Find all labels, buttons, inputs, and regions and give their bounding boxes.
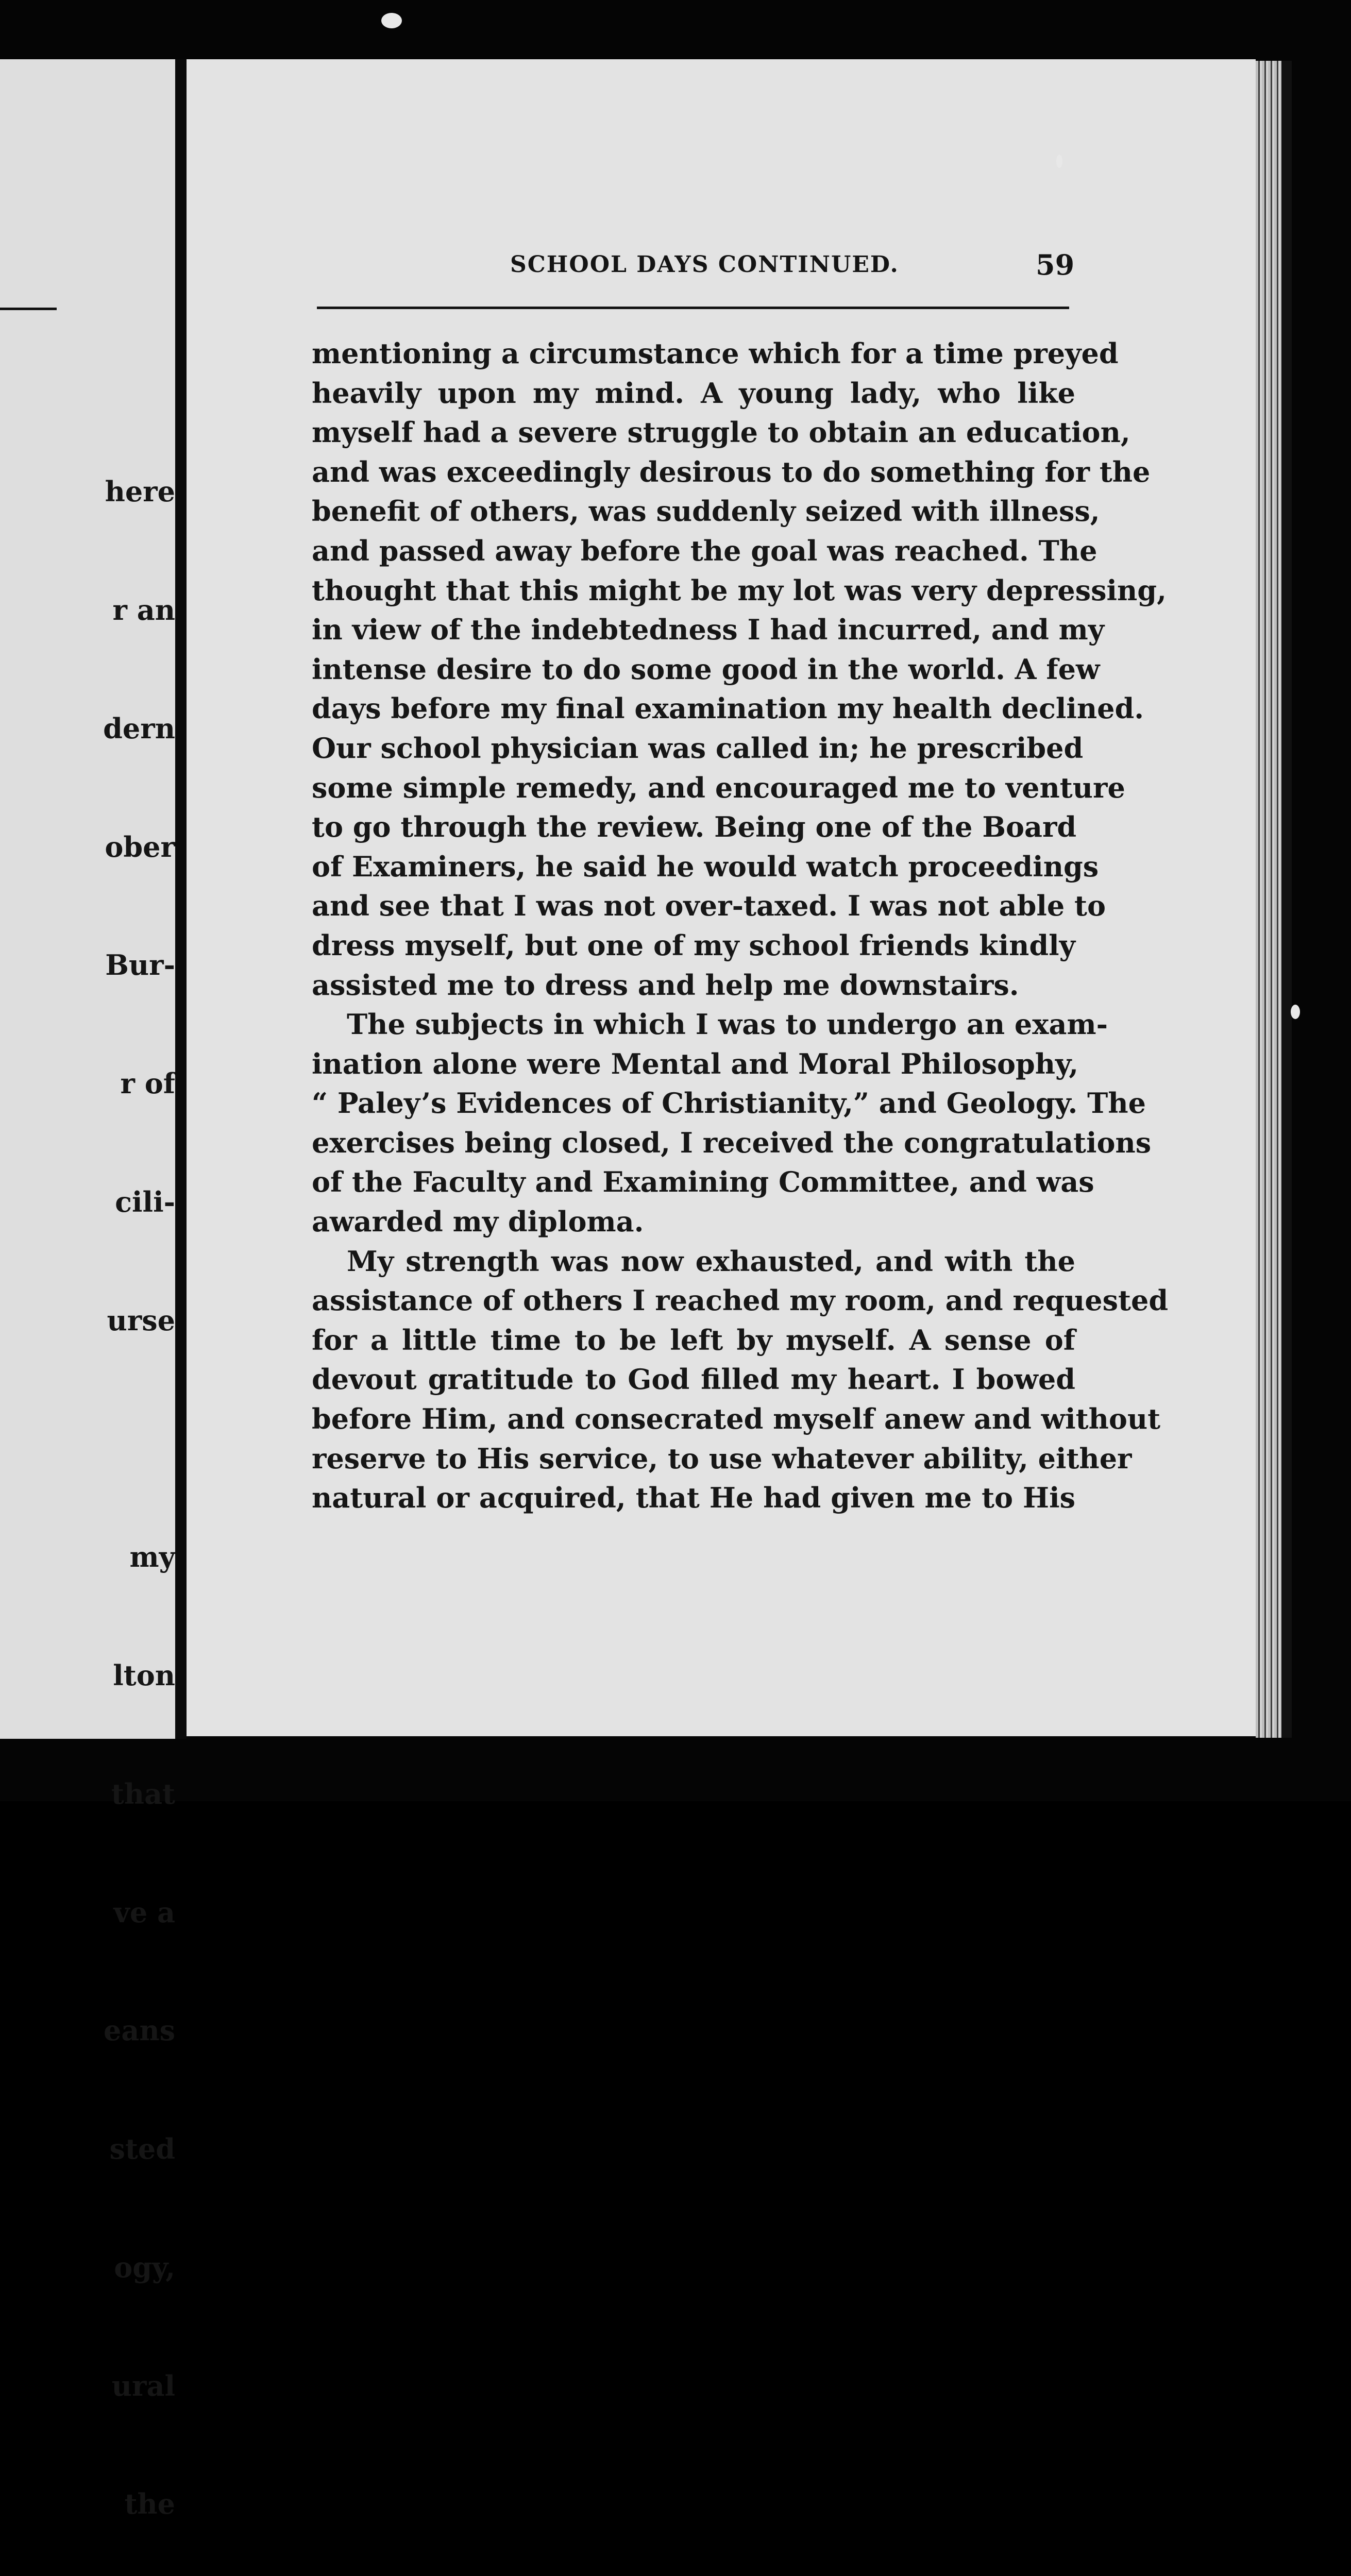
left-fragment: dern (103, 711, 175, 745)
page-edge-shadow (1281, 61, 1292, 1738)
left-fragment: urse (107, 1303, 175, 1337)
running-title: SCHOOL DAYS CONTINUED. (510, 251, 899, 278)
text-line: awarded my diploma. (312, 1205, 644, 1239)
left-fragment (103, 1419, 175, 1459)
text-line: to go through the review. Being one of the Board (312, 810, 1077, 844)
left-page-header-rule (0, 308, 57, 310)
text-line: dress myself, but one of my school friends kindly (312, 928, 1075, 962)
left-fragment: eans (103, 2014, 175, 2047)
page-body-text (312, 334, 1169, 1518)
text-line: benefit of others, was suddenly seized with illness, (312, 495, 1100, 528)
text-line: The subjects in which I was to undergo an exam- (347, 1008, 1108, 1041)
text-line: for a little time to be left by myself. A sense of (312, 1323, 1075, 1357)
text-line: days before my final examination my health declined. (312, 692, 1144, 725)
left-fragment: my (129, 1540, 175, 1574)
left-fragment: ogy, (114, 2250, 175, 2284)
text-line: reserve to His service, to use whatever ability, either (312, 1442, 1132, 1475)
text-line: and passed away before the goal was reached. The (312, 534, 1097, 567)
text-line: assistance of others I reached my room, and requested (312, 1284, 1169, 1317)
text-line: My strength was now exhausted, and with the (347, 1244, 1075, 1278)
left-fragment: lton (113, 1659, 175, 1692)
left-fragment: Bur- (105, 948, 175, 982)
scan-speck (1056, 155, 1062, 168)
left-fragment: r an (112, 593, 175, 626)
text-line: ination alone were Mental and Moral Philosophy, (312, 1047, 1079, 1080)
text-line: mentioning a circumstance which for a time preyed (312, 337, 1119, 370)
left-fragment: cili- (115, 1185, 175, 1218)
left-fragment: that (111, 1777, 175, 1810)
text-line: of the Faculty and Examining Committee, and was (312, 1165, 1094, 1199)
text-line: exercises being closed, I received the congratulations (312, 1126, 1152, 1159)
left-page-text-fragments (103, 393, 175, 2576)
text-line: devout gratitude to God filled my heart. I bowed (312, 1363, 1075, 1396)
text-line: and see that I was not over-taxed. I was not able to (312, 889, 1106, 923)
text-line: Our school physician was called in; he prescribed (312, 731, 1084, 765)
page-edges (1256, 61, 1281, 1738)
scan-speck (381, 13, 402, 28)
book-gutter (175, 59, 187, 1739)
text-line: before Him, and consecrated myself anew and without (312, 1402, 1161, 1436)
text-line: assisted me to dress and help me downstairs. (312, 968, 1019, 1002)
page-number: 59 (1036, 248, 1075, 281)
left-facing-page (0, 59, 175, 2521)
text-line: some simple remedy, and encouraged me to venture (312, 771, 1125, 804)
left-fragment: ural (111, 2369, 175, 2402)
left-fragment: the (124, 2487, 175, 2521)
left-fragment: r of (120, 1067, 175, 1100)
header-rule (317, 307, 1069, 309)
text-line: of Examiners, he said he would watch proceedings (312, 850, 1099, 883)
text-line: in view of the indebtedness I had incurred, and my (312, 613, 1105, 647)
text-line: and was exceedingly desirous to do something for the (312, 455, 1151, 488)
text-line: intense desire to do some good in the world. A few (312, 652, 1100, 686)
text-line: “ Paley’s Evidences of Christianity,” and Geology. The (312, 1087, 1146, 1120)
text-line: heavily upon my mind. A young lady, who like (312, 376, 1075, 410)
text-line: natural or acquired, that He had given me to His (312, 1481, 1075, 1515)
left-fragment: sted (109, 2132, 175, 2166)
text-line: myself had a severe struggle to obtain an education, (312, 416, 1130, 449)
left-fragment: ober (105, 830, 175, 863)
scan-speck (1291, 1005, 1300, 1019)
left-fragment: ve a (113, 1895, 175, 1929)
left-fragment: here (105, 475, 175, 509)
text-line: thought that this might be my lot was very depressing, (312, 573, 1167, 607)
